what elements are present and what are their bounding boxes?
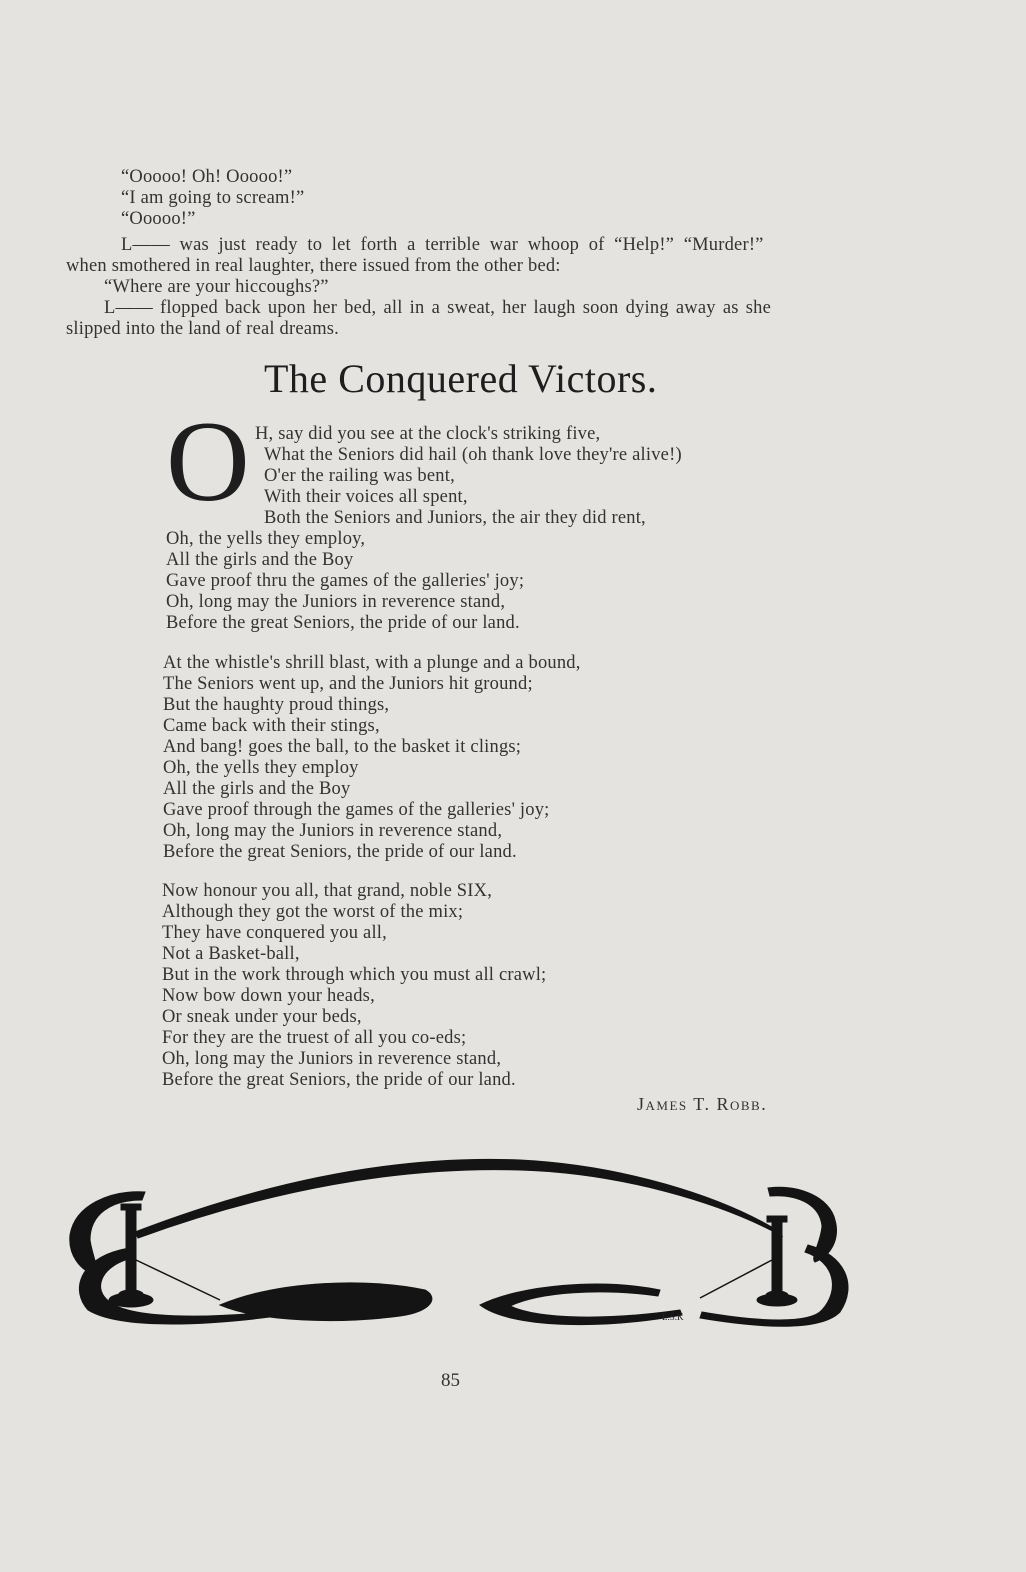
drop-cap: O xyxy=(166,398,250,526)
poem-line: But in the work through which you must all crawl; xyxy=(162,965,547,985)
poem-line: Gave proof through the games of the galleries' joy; xyxy=(163,800,550,820)
poem-line: At the whistle's shrill blast, with a plunge and a bound, xyxy=(163,653,581,673)
intro-line: “I am going to scream!” xyxy=(121,188,305,208)
intro-line: “Ooooo!” xyxy=(121,209,196,229)
poem-line: Gave proof thru the games of the galleries' joy; xyxy=(166,571,525,591)
poem-line: Came back with their stings, xyxy=(163,716,380,736)
intro-line: “Where are your hiccoughs?” xyxy=(104,277,329,297)
poem-line: And bang! goes the ball, to the basket it clings; xyxy=(163,737,522,757)
poem-line: All the girls and the Boy xyxy=(166,550,354,570)
poem-line: Oh, long may the Juniors in reverence stand, xyxy=(166,592,506,612)
author-signature: James T. Robb. xyxy=(637,1094,768,1114)
intro-line: L—— flopped back upon her bed, all in a sweat, her laugh soon dying away as she xyxy=(104,298,772,318)
poem-line: O'er the railing was bent, xyxy=(264,466,455,486)
poem-line: Although they got the worst of the mix; xyxy=(162,902,464,922)
poem-line: The Seniors went up, and the Juniors hit ground; xyxy=(163,674,533,694)
poem-title: The Conquered Victors. xyxy=(264,356,658,401)
poem-line: Before the great Seniors, the pride of our land. xyxy=(162,1070,516,1090)
poem-line: Oh, long may the Juniors in reverence stand, xyxy=(162,1049,502,1069)
poem-line: All the girls and the Boy xyxy=(163,779,351,799)
intro-line: “Ooooo! Oh! Ooooo!” xyxy=(121,167,293,187)
intro-line: slipped into the land of real dreams. xyxy=(66,319,340,339)
poem-line: Now bow down your heads, xyxy=(162,986,375,1006)
intro-line: when smothered in real laughter, there issued from the other bed: xyxy=(66,256,561,276)
poem-line: They have conquered you all, xyxy=(162,923,387,943)
ornament-monogram: E.S.K xyxy=(662,1312,684,1322)
poem-line: But the haughty proud things, xyxy=(163,695,390,715)
poem-line: Before the great Seniors, the pride of our land. xyxy=(163,842,517,862)
poem-line: With their voices all spent, xyxy=(264,487,468,507)
poem-line: Or sneak under your beds, xyxy=(162,1007,362,1027)
page-number: 85 xyxy=(441,1370,460,1391)
intro-line: L—— was just ready to let forth a terrible war whoop of “Help!” “Murder!” xyxy=(121,235,764,255)
poem-line: For they are the truest of all you co-eds; xyxy=(162,1028,467,1048)
poem-line: Oh, the yells they employ xyxy=(163,758,359,778)
poem-line: H, say did you see at the clock's striking five, xyxy=(255,424,601,444)
poem-line: Oh, the yells they employ, xyxy=(166,529,366,549)
poem-line: Now honour you all, that grand, noble SIX, xyxy=(162,881,493,901)
poem-line: Before the great Seniors, the pride of our land. xyxy=(166,613,520,633)
poem-line: Oh, long may the Juniors in reverence stand, xyxy=(163,821,503,841)
poem-line: Both the Seniors and Juniors, the air they did rent, xyxy=(264,508,646,528)
poem-line: What the Seniors did hail (oh thank love they're alive!) xyxy=(264,445,682,465)
candlestick-ornament-icon xyxy=(40,1140,870,1340)
poem-line: Not a Basket-ball, xyxy=(162,944,300,964)
